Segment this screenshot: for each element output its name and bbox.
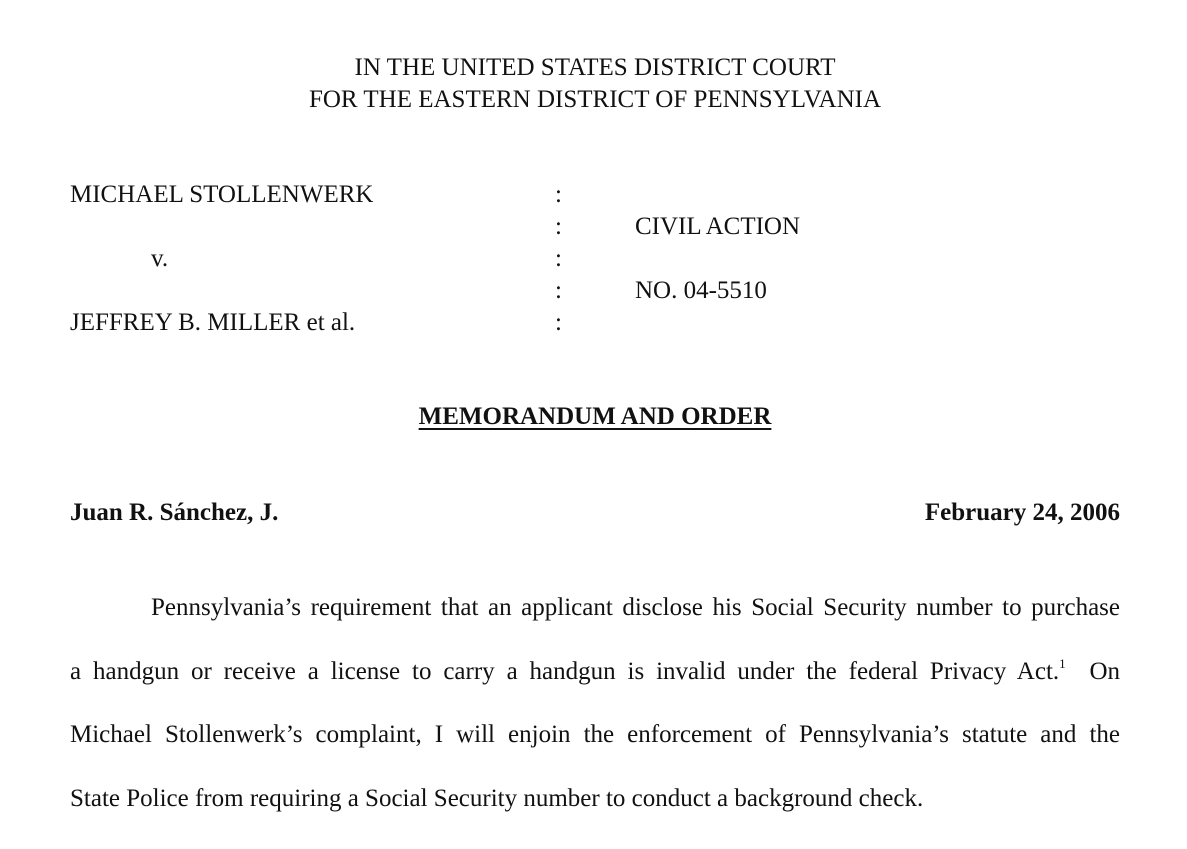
caption-colon: : bbox=[555, 310, 562, 335]
order-date: February 24, 2006 bbox=[925, 500, 1120, 525]
caption-colon: : bbox=[555, 214, 562, 239]
judge-name: Juan R. Sánchez, J. bbox=[70, 500, 278, 525]
paragraph-line-2-tail: On bbox=[1089, 658, 1120, 685]
paragraph-line-4-text: State Police from requiring a Social Security number to conduct a background check. bbox=[70, 785, 923, 812]
caption-colon: : bbox=[555, 182, 562, 207]
paragraph-line-2 bbox=[70, 659, 1120, 723]
paragraph-line-1 bbox=[70, 595, 1120, 659]
caption-colon: : bbox=[555, 246, 562, 271]
paragraph-line-3-text: Michael Stollenwerk’s complaint, I will enjoin the enforcement of Pennsylvania’s statute and the bbox=[70, 721, 1120, 748]
footnote-reference[interactable]: 1 bbox=[1059, 656, 1066, 671]
paragraph-line-4 bbox=[70, 786, 1120, 849]
body-paragraph bbox=[70, 595, 1120, 849]
plaintiff-name: MICHAEL STOLLENWERK bbox=[70, 182, 373, 207]
court-heading-line-1: IN THE UNITED STATES DISTRICT COURT bbox=[0, 55, 1187, 80]
document-title bbox=[0, 404, 1187, 429]
defendant-name: JEFFREY B. MILLER et al. bbox=[70, 310, 355, 335]
court-heading-line-2: FOR THE EASTERN DISTRICT OF PENNSYLVANIA bbox=[0, 87, 1187, 112]
paragraph-line-2-text: a handgun or receive a license to carry a handgun is invalid under the federal Privacy Act. bbox=[70, 658, 1059, 685]
versus-label: v. bbox=[151, 246, 168, 271]
document-title-text: MEMORANDUM AND ORDER bbox=[419, 403, 772, 430]
civil-action-label: CIVIL ACTION bbox=[635, 214, 800, 239]
paragraph-line-1-text: Pennsylvania’s requirement that an applicant disclose his Social Security number to purchase bbox=[151, 594, 1120, 621]
case-number: NO. 04-5510 bbox=[635, 278, 767, 303]
caption-colon: : bbox=[555, 278, 562, 303]
paragraph-line-3 bbox=[70, 722, 1120, 786]
